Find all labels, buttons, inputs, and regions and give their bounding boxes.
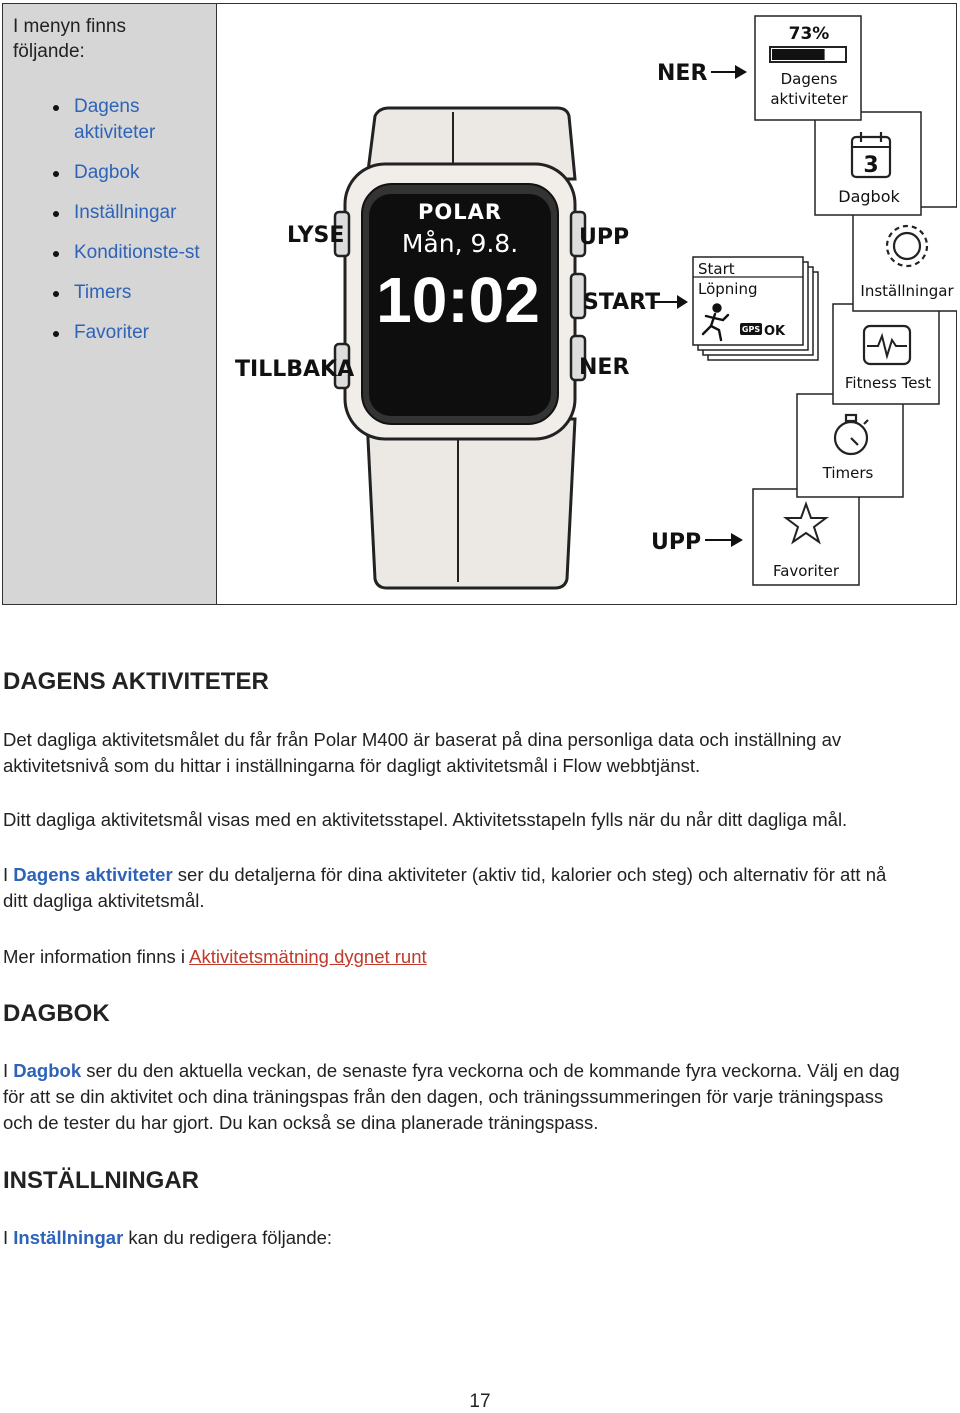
arrow-right-icon — [731, 533, 743, 547]
svg-text:Fitness Test: Fitness Test — [844, 374, 932, 392]
menu-figure-table — [2, 3, 957, 605]
arrow-right-icon — [735, 65, 747, 79]
card-dagbok — [815, 112, 921, 215]
watch-illustration — [335, 108, 585, 588]
menu-item-favoriter[interactable]: Favoriter — [3, 320, 214, 346]
watch-date: Mån, 9.8. — [401, 229, 519, 258]
activity-paragraph-2: Ditt dagliga aktivitetsmål visas med en aktivitetsstapel. Aktivitetsstapeln fylls när du når ditt dagliga mål. — [3, 809, 848, 830]
svg-text:Dagens: Dagens — [780, 70, 838, 88]
card-dagens-aktiviteter — [755, 16, 861, 120]
start-arrow-icon — [677, 295, 688, 309]
bullet-icon — [53, 331, 59, 337]
svg-text:3: 3 — [863, 153, 879, 178]
label-lyse: LYSE — [287, 223, 345, 248]
bullet-icon — [53, 211, 59, 217]
start-screen-stack — [693, 257, 818, 360]
label-ner-nav: NER — [657, 61, 708, 86]
svg-text:aktiviteter: aktiviteter — [770, 90, 848, 108]
svg-text:Dagbok: Dagbok — [838, 187, 900, 206]
menu-list — [3, 94, 214, 360]
menu-item-dagens-aktiviteter[interactable]: Dagens aktiviteter — [3, 94, 214, 146]
activity-paragraph-4: Mer information finns i Aktivitetsmätning dygnet runt — [3, 946, 427, 967]
sport-label: Löpning — [698, 280, 758, 298]
watch-time: 10:02 — [376, 264, 540, 336]
label-upp-nav: UPP — [651, 530, 702, 555]
bullet-icon — [53, 251, 59, 257]
bullet-icon — [53, 291, 59, 297]
activity-percent: 73% — [788, 24, 830, 44]
polar-logo: POLAR — [417, 200, 503, 224]
calendar-icon — [852, 132, 890, 178]
menu-item-konditionstest[interactable]: Konditionste-st — [3, 240, 214, 266]
link-dagbok[interactable]: Dagbok — [13, 1060, 82, 1081]
label-upp-button: UPP — [579, 225, 630, 250]
card-installningar — [853, 207, 957, 311]
svg-text:Timers: Timers — [822, 464, 874, 482]
svg-text:Inställningar: Inställningar — [860, 282, 954, 300]
page-number: 17 — [469, 1391, 491, 1412]
gps-ok-label: OK — [764, 324, 786, 339]
bullet-icon — [53, 171, 59, 177]
start-label: Start — [698, 260, 735, 278]
link-installningar[interactable]: Inställningar — [13, 1227, 124, 1248]
card-timers — [797, 394, 903, 497]
heart-rate-icon — [864, 326, 910, 364]
watch-menu-diagram — [217, 4, 957, 604]
menu-item-dagbok[interactable]: Dagbok — [3, 160, 214, 186]
section-title-installningar: INSTÄLLNINGAR — [3, 1167, 199, 1194]
label-start: START — [583, 290, 661, 315]
diary-paragraph: I Dagbok ser du den aktuella veckan, de senaste fyra veckorna och de kommande fyra veckorna. Välj en dag för att se din aktivitet och dina träningspas från den dagen, och träningssummeringen för varje träningspass och de tester du har gjort. Du kan också se dina planerade träningspass. — [3, 1060, 900, 1133]
menu-item-installningar[interactable]: Inställningar — [3, 200, 214, 226]
section-title-dagbok: DAGBOK — [3, 1000, 110, 1027]
section-title-dagens-aktiviteter: DAGENS AKTIVITETER — [3, 668, 269, 695]
activity-bar-fill — [772, 49, 825, 60]
svg-text:Favoriter: Favoriter — [772, 562, 840, 580]
menu-item-timers[interactable]: Timers — [3, 280, 214, 306]
card-favoriter — [753, 489, 859, 585]
watch-menu-figure — [217, 4, 956, 604]
card-fitness-test — [833, 304, 939, 404]
label-ner-button: NER — [579, 355, 630, 380]
menu-cell — [3, 4, 217, 604]
settings-paragraph: I Inställningar kan du redigera följande: — [3, 1227, 333, 1248]
link-aktivitetsmatning[interactable]: Aktivitetsmätning dygnet runt — [189, 946, 427, 967]
activity-paragraph-1: Det dagliga aktivitetsmålet du får från Polar M400 är baserat på dina personliga data och inställning av aktivitetsnivå som du hittar i inställningarna för dagligt aktivitetsmål i Flow webbtjänst. — [3, 729, 842, 776]
svg-text:GPS: GPS — [741, 325, 761, 334]
label-tillbaka: TILLBAKA — [235, 357, 355, 382]
bullet-icon — [53, 105, 59, 111]
link-dagens-aktiviteter[interactable]: Dagens aktiviteter — [13, 864, 173, 885]
activity-paragraph-3: I Dagens aktiviteter ser du detaljerna för dina aktiviteter (aktiv tid, kalorier och steg) och alternativ för att nå ditt dagliga aktivitetsmål. — [3, 864, 887, 911]
menu-intro: I menyn finns följande: — [13, 16, 126, 62]
